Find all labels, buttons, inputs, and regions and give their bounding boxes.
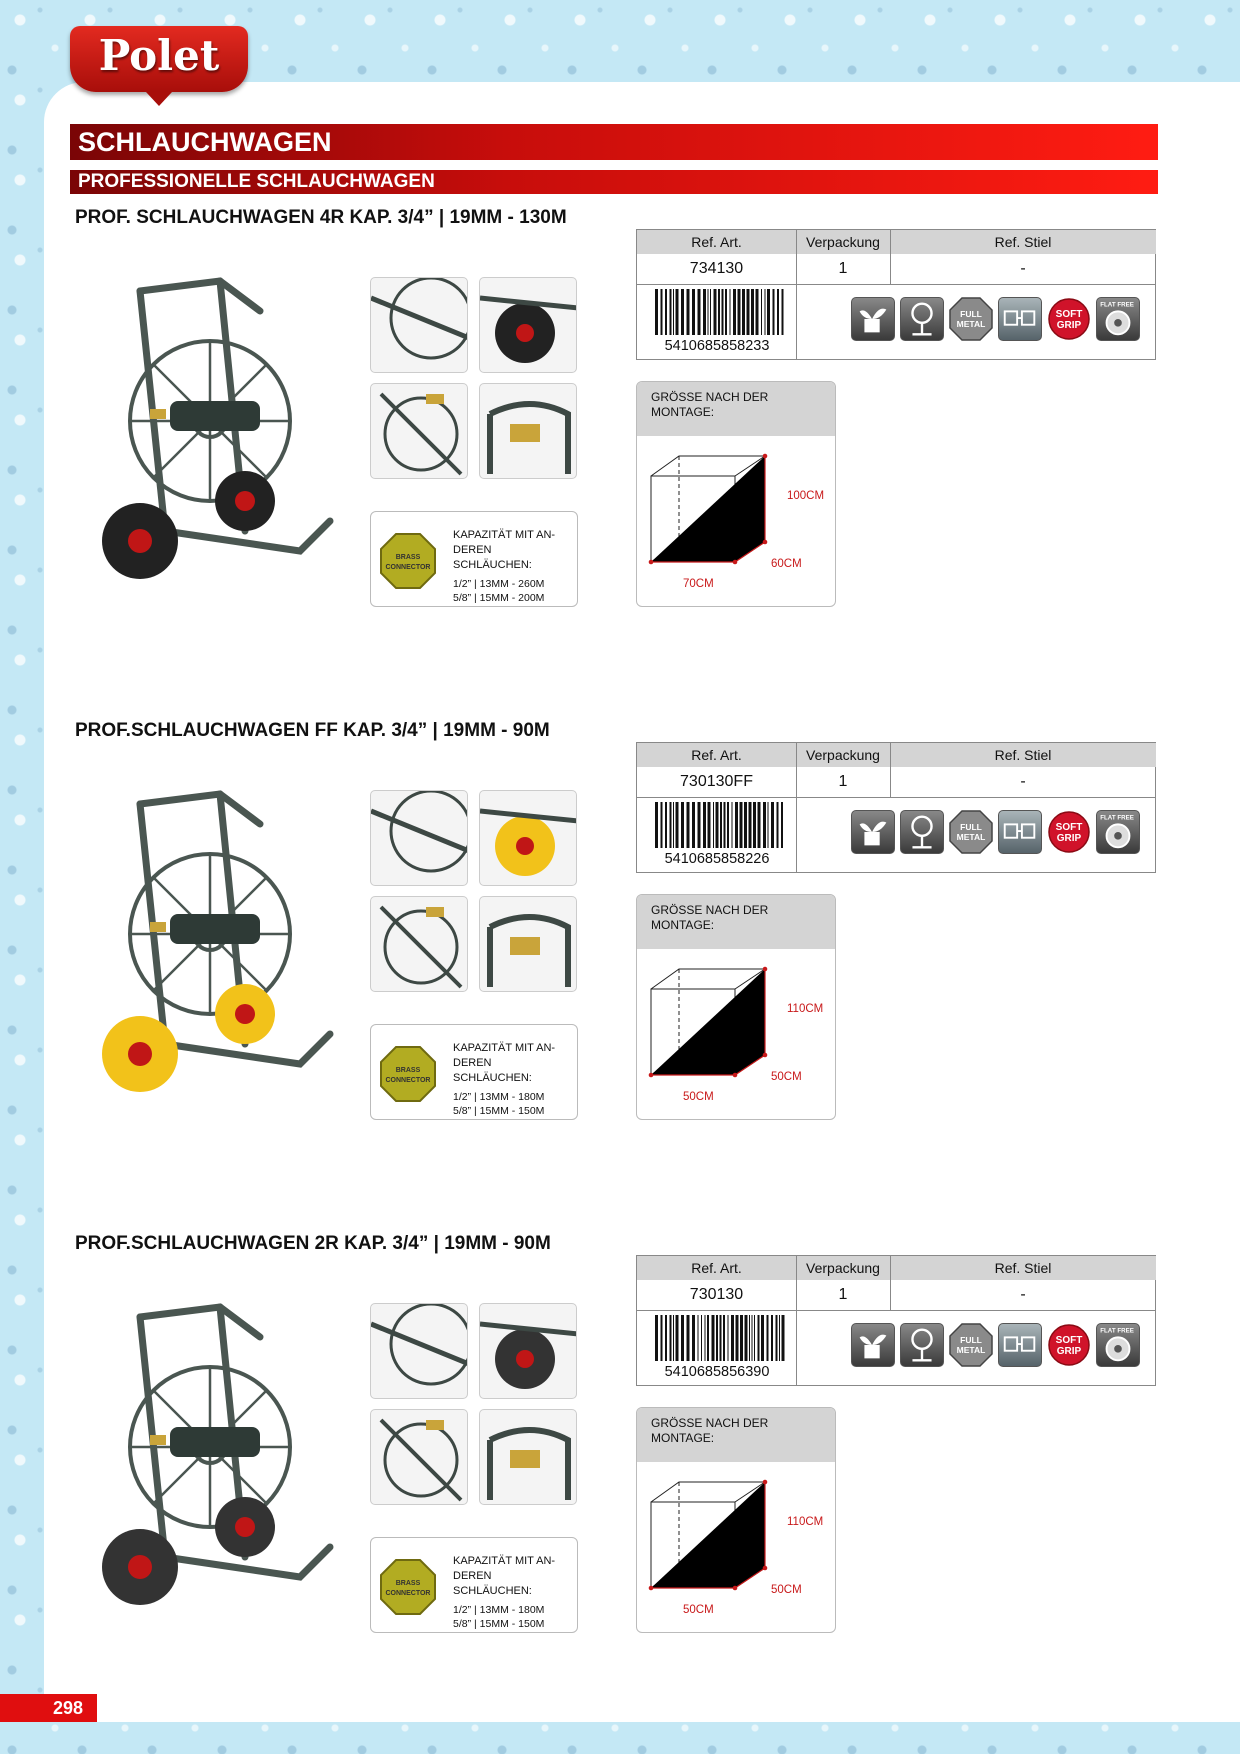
polet-logo: Polet — [70, 26, 248, 92]
reference-table — [636, 742, 1156, 873]
assembled-size-box — [636, 894, 836, 1120]
header-verpackung: Verpackung — [796, 743, 890, 767]
depth-dimension: 60CM — [771, 558, 802, 570]
header-verpackung: Verpackung — [796, 1256, 890, 1280]
full-metal-icon — [949, 1323, 993, 1367]
capacity-label: KAPAZITÄT MIT AN-DEREN SCHLÄUCHEN: — [453, 529, 556, 571]
flat-free-text: FLAT FREE — [1100, 814, 1134, 822]
barcode-bar — [722, 289, 724, 335]
barcode-bar — [681, 802, 684, 848]
dimension-cube-diagram — [637, 949, 836, 1120]
svg-text:BRASS: BRASS — [395, 554, 421, 561]
barcode-bar — [767, 1315, 769, 1361]
page-number: 298 — [0, 1694, 97, 1722]
barcode-bar — [776, 1315, 778, 1361]
barcode-bar — [742, 289, 745, 335]
depth-dimension: 50CM — [771, 1584, 802, 1596]
capacity-five-eighth-inch: 5/8” | 15MM - 200M — [453, 592, 545, 604]
barcode-bar — [720, 802, 722, 848]
assembled-size-box — [636, 1407, 836, 1633]
barcode-bar — [751, 289, 754, 335]
barcode-bar — [673, 289, 674, 335]
svg-text:CONNECTOR: CONNECTOR — [385, 1077, 431, 1084]
brass-connector-icon — [379, 1558, 437, 1616]
brass-connector-icon — [379, 1045, 437, 1103]
barcode-image — [653, 1315, 787, 1361]
barcode-bar — [758, 1315, 760, 1361]
header-ref-art: Ref. Art. — [637, 230, 796, 254]
detail-photo-4 — [479, 896, 577, 992]
full-metal-text-1: FULL — [960, 309, 982, 319]
full-metal-text-2: METAL — [956, 1345, 986, 1355]
barcode-bar — [705, 1315, 706, 1361]
barcode-bar — [738, 289, 741, 335]
barcode-bar — [687, 1315, 690, 1361]
ref-art-value: 730130FF — [680, 773, 753, 790]
product-title: PROF.SCHLAUCHWAGEN 2R KAP. 3/4” | 19MM - 90M — [75, 1233, 551, 1254]
barcode-bar — [687, 289, 690, 335]
soft-grip-text-1: SOFT — [1055, 822, 1083, 833]
header-ref-art: Ref. Art. — [637, 743, 796, 767]
detail-photo-3 — [370, 896, 468, 992]
header-verpackung: Verpackung — [796, 230, 890, 254]
plant-icon — [851, 297, 895, 341]
product-section — [0, 207, 1240, 687]
size-label: GRÖSSE NACH DER MONTAGE: — [637, 895, 835, 949]
reference-table — [636, 1255, 1156, 1386]
barcode-bar — [771, 802, 774, 848]
ean-number: 5410685858233 — [664, 338, 770, 354]
barcode-bar — [758, 802, 761, 848]
detail-photo-1 — [370, 1303, 468, 1399]
barcode-cell — [637, 798, 797, 873]
reference-table — [636, 229, 1156, 360]
capacity-half-inch: 1/2” | 13MM - 180M — [453, 1604, 545, 1616]
barcode-bar — [749, 1315, 750, 1361]
capacity-box — [370, 1537, 578, 1633]
barcode-bar — [777, 289, 779, 335]
barcode-bar — [698, 1315, 699, 1361]
barcode-bar — [714, 289, 717, 335]
barcode-bar — [754, 1315, 755, 1361]
ref-stiel-value: - — [1020, 260, 1026, 277]
capacity-label: KAPAZITÄT MIT AN-DEREN SCHLÄUCHEN: — [453, 1042, 556, 1084]
plant-icon — [851, 1323, 895, 1367]
barcode-image — [653, 289, 787, 335]
detail-photo-4 — [479, 1409, 577, 1505]
hose-reel-cart-image — [70, 1277, 360, 1621]
barcode-bar — [692, 289, 695, 335]
barcode-bar — [756, 289, 759, 335]
barcode-bar — [753, 802, 756, 848]
flat-free-icon — [1096, 810, 1140, 854]
barcode-bar — [713, 802, 714, 848]
barcode-bar — [707, 1315, 709, 1361]
barcode-bar — [740, 802, 743, 848]
barcode-bar — [771, 1315, 773, 1361]
soft-grip-icon — [1047, 1323, 1091, 1367]
barcode-bar — [673, 802, 674, 848]
barcode-bar — [716, 1315, 718, 1361]
capacity-half-inch: 1/2” | 13MM - 180M — [453, 1091, 545, 1103]
soft-grip-text-1: SOFT — [1055, 1335, 1083, 1346]
soft-grip-text-2: GRIP — [1056, 1346, 1082, 1357]
width-dimension: 50CM — [683, 1604, 714, 1616]
hose-reel-cart-image — [70, 251, 360, 595]
full-metal-icon — [949, 810, 993, 854]
barcode-bar — [655, 1315, 658, 1361]
ref-stiel-value: - — [1020, 773, 1026, 790]
brass-connector-icon — [379, 532, 437, 590]
verpackung-value: 1 — [838, 1286, 848, 1303]
depth-dimension: 50CM — [771, 1071, 802, 1083]
capacity-half-inch: 1/2” | 13MM - 260M — [453, 578, 545, 590]
barcode-bar — [708, 289, 709, 335]
barcode-bar — [781, 802, 783, 848]
barcode-bar — [670, 802, 672, 848]
barcode-bar — [710, 289, 711, 335]
barcode-bar — [687, 802, 690, 848]
barcode-bar — [761, 289, 762, 335]
capacity-box — [370, 1024, 578, 1120]
barcode-bar — [773, 289, 775, 335]
hose-reel-cart-image — [70, 764, 360, 1108]
verpackung-value: 1 — [838, 260, 848, 277]
barcode-bar — [681, 289, 684, 335]
assembled-size-box — [636, 381, 836, 607]
barcode-bar — [670, 1315, 672, 1361]
category-title: SCHLAUCHWAGEN — [70, 124, 1158, 160]
barcode-bar — [712, 1315, 715, 1361]
barcode-bar — [736, 1315, 739, 1361]
barcode-bar — [698, 289, 701, 335]
compatible-icon — [998, 297, 1042, 341]
barcode-bar — [725, 289, 727, 335]
swivel-reel-icon — [900, 810, 944, 854]
barcode-bar — [732, 802, 733, 848]
ean-number: 5410685856390 — [664, 1364, 770, 1380]
height-dimension: 110CM — [787, 1003, 824, 1015]
barcode-bar — [661, 1315, 663, 1361]
compatible-icon — [998, 1323, 1042, 1367]
detail-photo-1 — [370, 790, 468, 886]
soft-grip-text-2: GRIP — [1056, 320, 1082, 331]
barcode-bar — [727, 802, 729, 848]
barcode-bar — [745, 1315, 748, 1361]
header-ref-stiel: Ref. Stiel — [890, 1256, 1156, 1280]
product-title: PROF.SCHLAUCHWAGEN FF KAP. 3/4” | 19MM - 90M — [75, 720, 550, 741]
barcode-bar — [765, 289, 766, 335]
barcode-bar — [777, 802, 779, 848]
width-dimension: 50CM — [683, 1091, 714, 1103]
barcode-bar — [681, 1315, 684, 1361]
header-ref-stiel: Ref. Stiel — [890, 743, 1156, 767]
barcode-bar — [768, 802, 769, 848]
detail-photo-1 — [370, 277, 468, 373]
plant-icon — [851, 810, 895, 854]
width-dimension: 70CM — [683, 578, 714, 590]
barcode-bar — [701, 1315, 702, 1361]
barcode-bar — [767, 289, 770, 335]
full-metal-text-2: METAL — [956, 319, 986, 329]
full-metal-icon — [949, 297, 993, 341]
barcode-bar — [724, 802, 726, 848]
barcode-bar — [733, 289, 736, 335]
barcode-bar — [692, 1315, 695, 1361]
barcode-bar — [782, 289, 784, 335]
barcode-bar — [735, 802, 738, 848]
barcode-bar — [655, 289, 658, 335]
dimension-cube-diagram — [637, 1462, 836, 1633]
barcode-cell — [637, 1311, 797, 1386]
full-metal-text-1: FULL — [960, 1335, 982, 1345]
soft-grip-icon — [1047, 297, 1091, 341]
barcode-bar — [661, 802, 663, 848]
barcode-bar — [655, 802, 658, 848]
barcode-bar — [665, 802, 667, 848]
barcode-bar — [703, 289, 706, 335]
barcode-bar — [761, 1315, 764, 1361]
dimension-cube-diagram — [637, 436, 836, 607]
full-metal-text-2: METAL — [956, 832, 986, 842]
barcode-bar — [763, 802, 766, 848]
barcode-bar — [708, 802, 711, 848]
barcode-bar — [747, 289, 750, 335]
ref-art-value: 730130 — [689, 1286, 744, 1303]
size-label: GRÖSSE NACH DER MONTAGE: — [637, 1408, 835, 1462]
barcode-bar — [740, 1315, 743, 1361]
compatible-icon — [998, 810, 1042, 854]
barcode-bar — [692, 802, 695, 848]
barcode-bar — [661, 289, 663, 335]
detail-photo-2 — [479, 790, 577, 886]
flat-free-text: FLAT FREE — [1100, 301, 1134, 309]
ref-art-value: 734130 — [689, 260, 744, 277]
swivel-reel-icon — [900, 1323, 944, 1367]
soft-grip-text-1: SOFT — [1055, 309, 1083, 320]
capacity-five-eighth-inch: 5/8” | 15MM - 150M — [453, 1105, 545, 1117]
barcode-bar — [749, 802, 752, 848]
barcode-bar — [676, 289, 679, 335]
product-title: PROF. SCHLAUCHWAGEN 4R KAP. 3/4” | 19MM - 130M — [75, 207, 567, 228]
header-ref-art: Ref. Art. — [637, 1256, 796, 1280]
detail-photo-3 — [370, 383, 468, 479]
product-section — [0, 1233, 1240, 1713]
soft-grip-text-2: GRIP — [1056, 833, 1082, 844]
barcode-bar — [723, 1315, 725, 1361]
ean-number: 5410685858226 — [664, 851, 770, 867]
swivel-reel-icon — [900, 297, 944, 341]
capacity-five-eighth-inch: 5/8” | 15MM - 150M — [453, 1618, 545, 1630]
barcode-bar — [676, 802, 679, 848]
svg-text:CONNECTOR: CONNECTOR — [385, 1590, 431, 1597]
barcode-bar — [703, 802, 706, 848]
barcode-bar — [731, 1315, 734, 1361]
detail-photo-4 — [479, 383, 577, 479]
barcode-bar — [744, 802, 747, 848]
flat-free-icon — [1096, 297, 1140, 341]
barcode-bar — [665, 289, 667, 335]
barcode-cell — [637, 285, 797, 360]
svg-text:BRASS: BRASS — [395, 1067, 421, 1074]
barcode-image — [653, 802, 787, 848]
detail-photo-2 — [479, 1303, 577, 1399]
barcode-bar — [716, 802, 719, 848]
subcategory-title: PROFESSIONELLE SCHLAUCHWAGEN — [70, 170, 1158, 194]
barcode-bar — [673, 1315, 674, 1361]
barcode-bar — [782, 1315, 785, 1361]
verpackung-value: 1 — [838, 773, 848, 790]
height-dimension: 110CM — [787, 1516, 824, 1528]
barcode-bar — [728, 1315, 729, 1361]
barcode-bar — [698, 802, 701, 848]
flat-free-text: FLAT FREE — [1100, 1327, 1134, 1335]
full-metal-text-1: FULL — [960, 822, 982, 832]
capacity-box — [370, 511, 578, 607]
size-label: GRÖSSE NACH DER MONTAGE: — [637, 382, 835, 436]
soft-grip-icon — [1047, 810, 1091, 854]
barcode-bar — [752, 1315, 753, 1361]
capacity-label: KAPAZITÄT MIT AN-DEREN SCHLÄUCHEN: — [453, 1555, 556, 1597]
barcode-bar — [730, 289, 731, 335]
barcode-bar — [718, 289, 720, 335]
barcode-bar — [665, 1315, 667, 1361]
svg-text:BRASS: BRASS — [395, 1580, 421, 1587]
height-dimension: 100CM — [787, 490, 825, 502]
svg-text:CONNECTOR: CONNECTOR — [385, 564, 431, 571]
ref-stiel-value: - — [1020, 1286, 1026, 1303]
detail-photo-2 — [479, 277, 577, 373]
detail-photo-3 — [370, 1409, 468, 1505]
barcode-bar — [720, 1315, 722, 1361]
flat-free-icon — [1096, 1323, 1140, 1367]
header-ref-stiel: Ref. Stiel — [890, 230, 1156, 254]
barcode-bar — [779, 1315, 780, 1361]
barcode-bar — [676, 1315, 679, 1361]
barcode-bar — [670, 289, 672, 335]
product-section — [0, 720, 1240, 1200]
